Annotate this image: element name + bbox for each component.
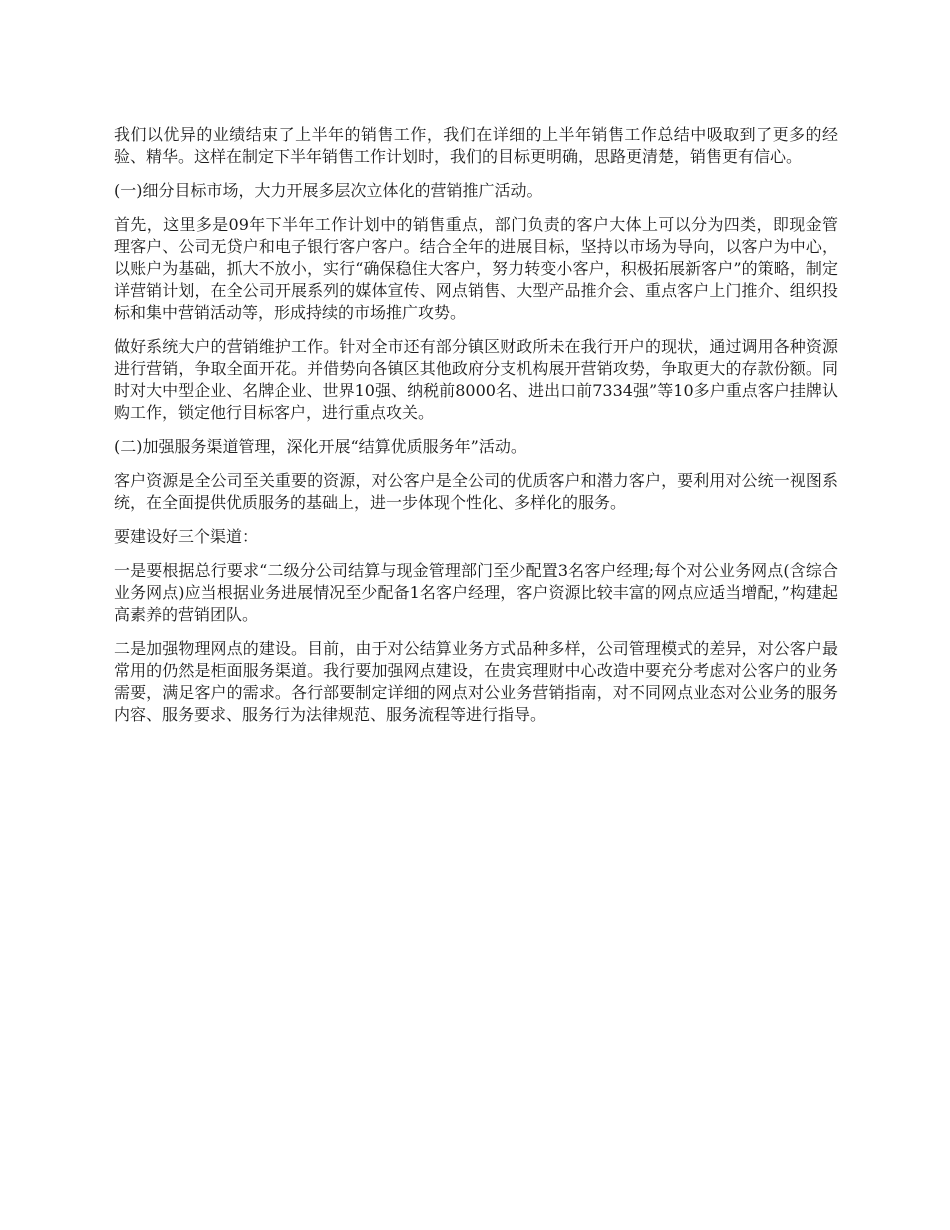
intro-paragraph: 我们以优异的业绩结束了上半年的销售工作，我们在详细的上半年销售工作总结中吸取到了更多的经验、精华。这样在制定下半年销售工作计划时，我们的目标更明确，思路更清楚，销售更有信心。 [114, 125, 838, 166]
body-paragraph: 做好系统大户的营销维护工作。针对全市还有部分镇区财政所未在我行开户的现状，通过调用各种资源进行营销，争取全面开花。并借势向各镇区其他政府分支机构展开营销攻势，争取更大的存款份额。同时对大中型企业、名牌企业、世界10强、纳税前8000名、进出口前7334强”等10多户重点客户挂牌认购工作，锁定他行目标客户，进行重点攻关。 [114, 337, 838, 422]
channels-intro: 要建设好三个渠道： [114, 527, 259, 546]
channel-item-1: 一是要根据总行要求“二级分公司结算与现金管理部门至少配置3名客户经理;每个对公业务网点(含综合业务网点)应当根据业务进展情况至少配备1名客户经理，客户资源比较丰富的网点应适当增配，”构建起高素养的营销团队。 [114, 561, 838, 624]
document-body [114, 124, 838, 738]
channel-item-2: 二是加强物理网点的建设。目前，由于对公结算业务方式品种多样，公司管理模式的差异，对公客户最常用的仍然是柜面服务渠道。我行要加强网点建设，在贵宾理财中心改造中要充分考虑对公客户的业务需要，满足客户的需求。各行部要制定详细的网点对公业务营销指南，对不同网点业态对公业务的服务内容、服务要求、服务行为法律规范、服务流程等进行指导。 [114, 639, 838, 724]
section-heading-2: (二)加强服务渠道管理，深化开展“结算优质服务年”活动。 [114, 437, 527, 456]
body-paragraph: 首先，这里多是09年下半年工作计划中的销售重点，部门负责的客户大体上可以分为四类，即现金管理客户、公司无贷户和电子银行客户客户。结合全年的进展目标，坚持以市场为导向，以客户为中心，以账户为基础，抓大不放小，实行“确保稳住大客户，努力转变小客户，积极拓展新客户”的策略，制定详营销计划，在全公司开展系列的媒体宣传、网点销售、大型产品推介会、重点客户上门推介、组织投标和集中营销活动等，形成持续的市场推广攻势。 [114, 215, 838, 322]
body-paragraph: 客户资源是全公司至关重要的资源，对公客户是全公司的优质客户和潜力客户，要利用对公统一视图系统，在全面提供优质服务的基础上，进一步体现个性化、多样化的服务。 [114, 471, 838, 512]
section-heading-1: (一)细分目标市场，大力开展多层次立体化的营销推广活动。 [114, 181, 543, 200]
